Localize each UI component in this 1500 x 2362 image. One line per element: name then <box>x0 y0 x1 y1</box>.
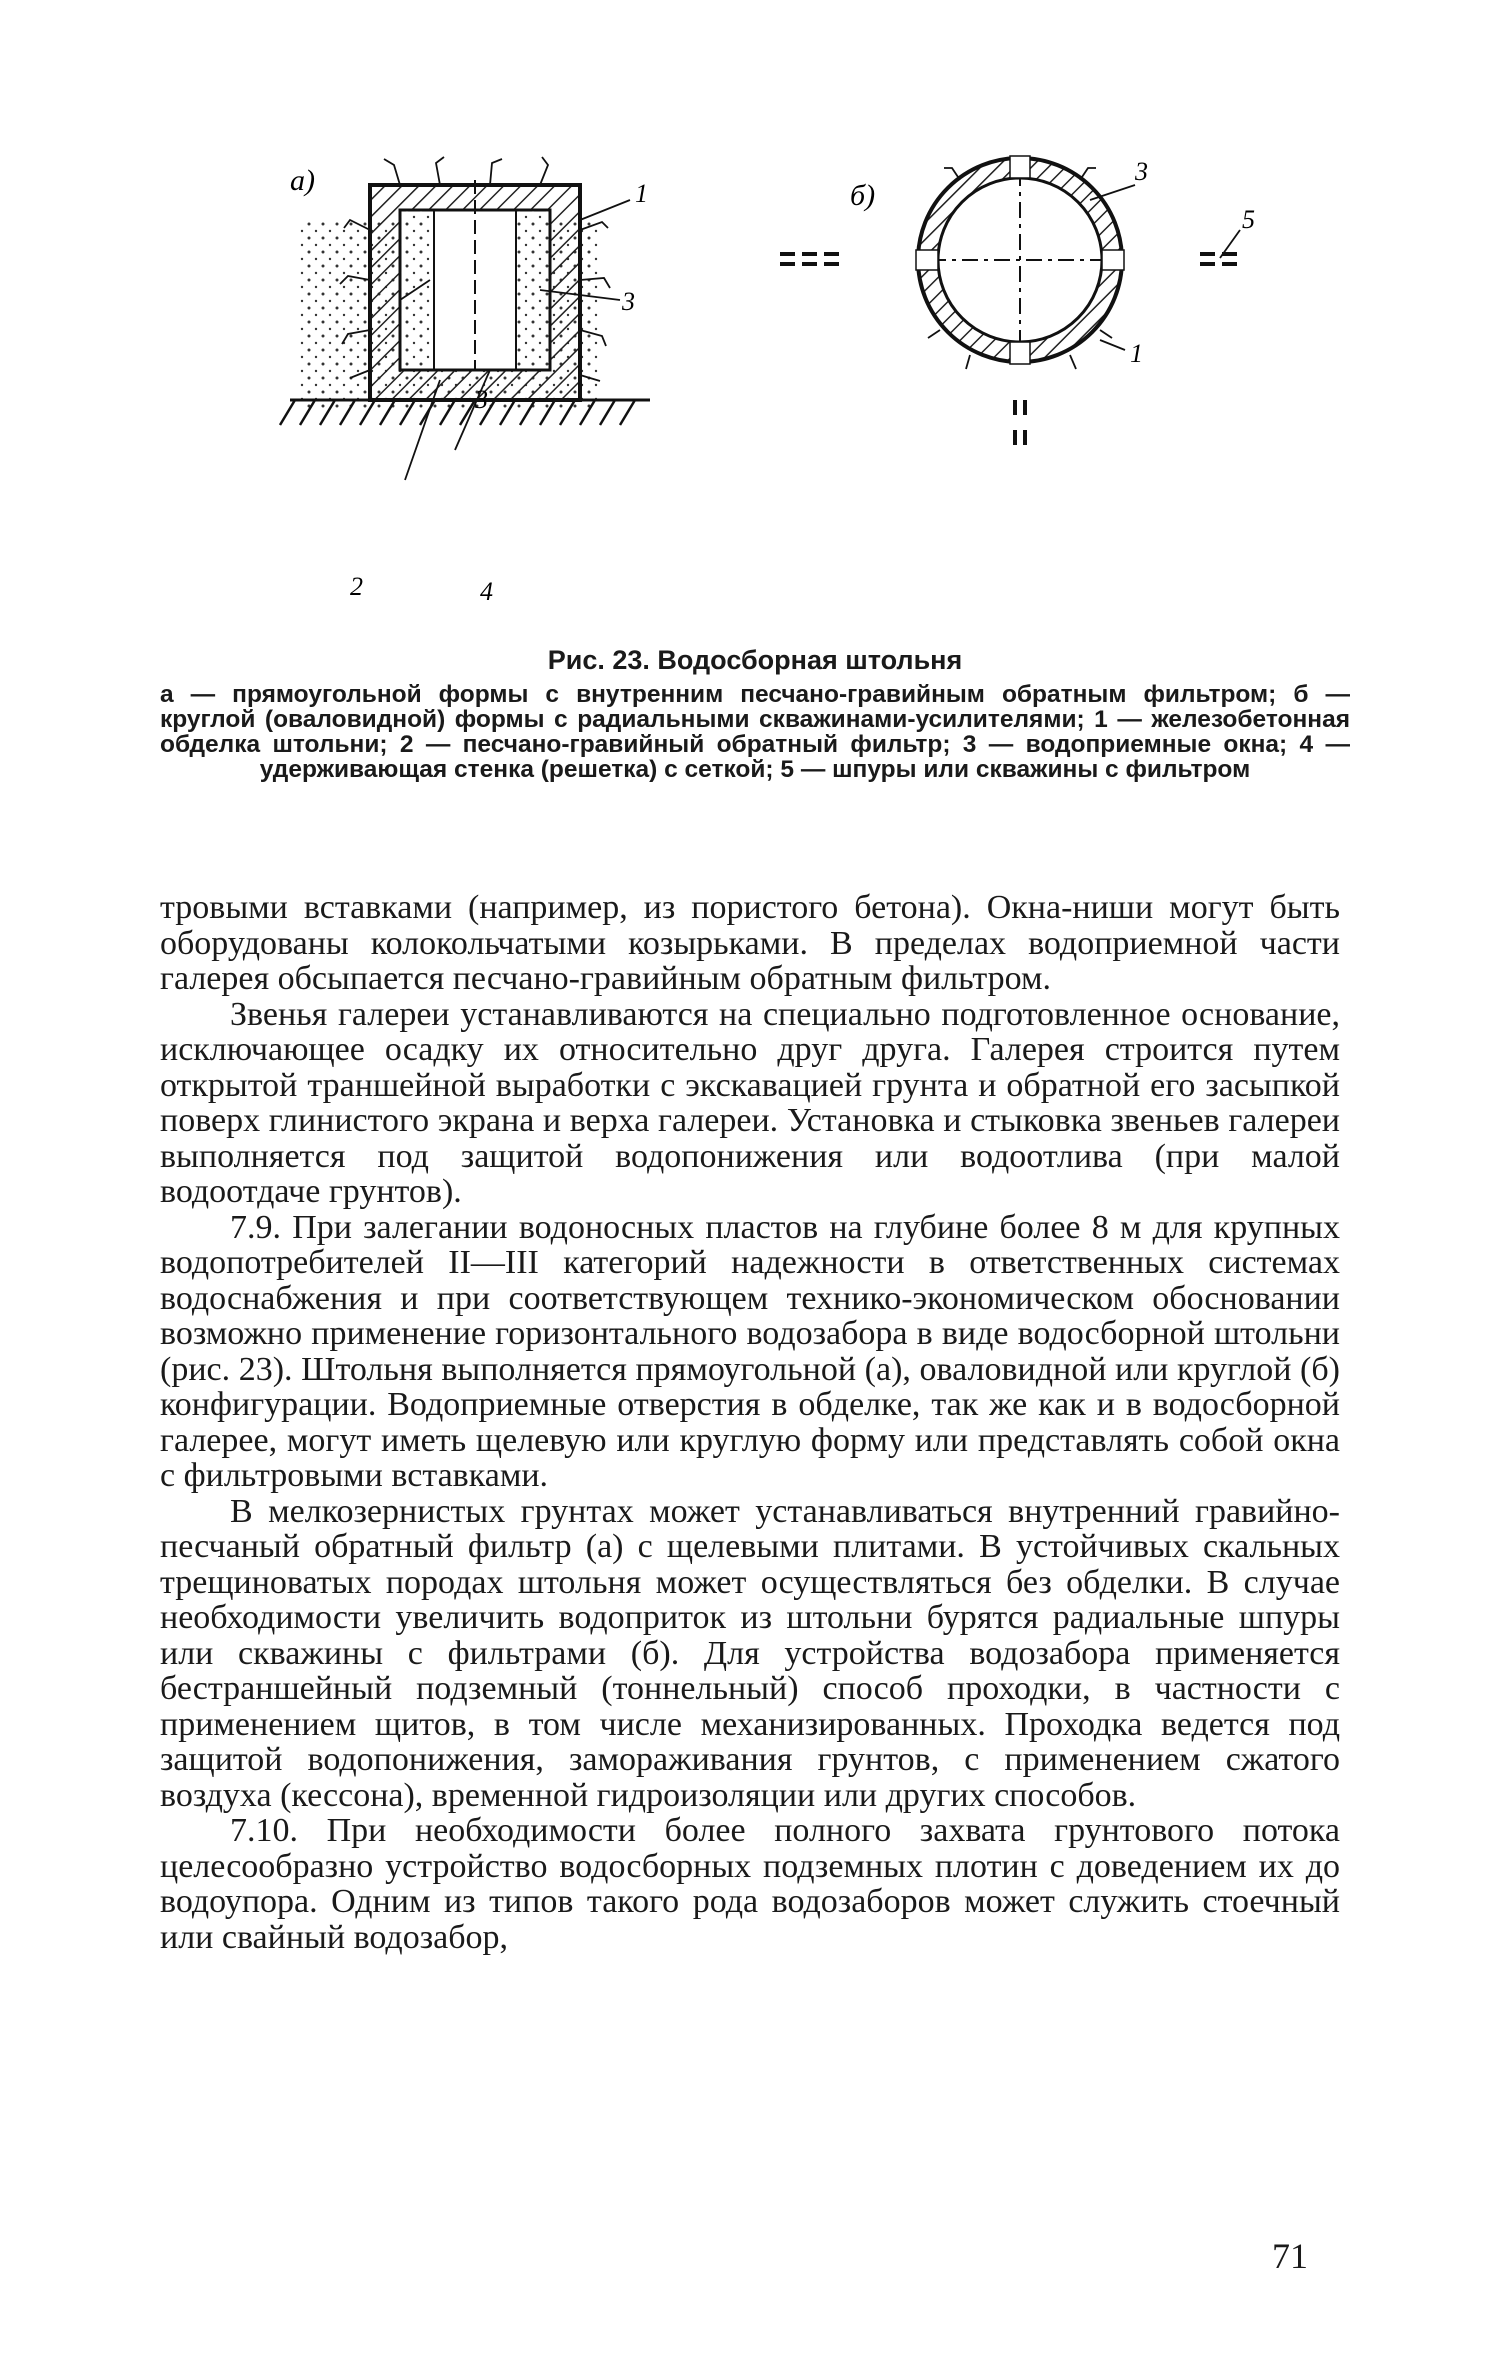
figure-caption <box>160 645 1350 782</box>
label-3-a-left: 3 <box>475 385 488 414</box>
paragraph-1: тровыми вставками (например, из пористого бетона). Окна-ниши могут быть оборудованы колокольчатыми козырьками. В пределах водоприемной части галерея обсыпается песчано-гравийным обратным фильтром. <box>160 889 1340 997</box>
paragraph-5: 7.10. При необходимости более полного захвата грунтового потока целесообразно устройство водосборных подземных плотин с доведением их до водоупора. Одним из типов такого рода водозаборов может служить стоечный или свайный водозабор, <box>160 1812 1340 1956</box>
label-3-b: 3 <box>1135 157 1148 186</box>
figure-23 <box>250 150 1300 630</box>
label-1-a: 1 <box>635 179 648 208</box>
panel-a-label: a) <box>290 164 315 197</box>
main-text <box>160 890 1340 1955</box>
panel-a-drawing <box>280 157 650 606</box>
caption-title: Рис. 23. Водосборная штольня <box>547 645 963 675</box>
paragraph-2: Звенья галереи устанавливаются на специально подготовленное основание, исключающее осадку их относительно друг друга. Галерея строится путем открытой траншейной выработки с экскавацией грунта и обратной его засыпкой поверх глинистого экрана и верха галереи. Установка и стыковка звеньев галереи выполняется под защитой водопонижения или водоотлива (при малой водоотдаче грунтов). <box>160 995 1340 1210</box>
label-5-b: 5 <box>1242 205 1255 234</box>
label-2-a: 2 <box>350 572 363 601</box>
panel-b-drawing <box>780 150 1255 445</box>
paragraph-3: 7.9. При залегании водоносных пластов на глубине более 8 м для крупных водопотребителей II—III категорий надежности в ответственных системах водоснабжения и при соответствующем технико-экономическом обосновании возможно применение горизонтального водозабора в виде водосборной штольни (рис. 23). Штольня выполняется прямоугольной (а), оваловидной или круглой (б) конфигурации. Водоприемные отверстия в обделке, так же как и в водосборной галерее, могут иметь щелевую или круглую форму или представлять собой окна с фильтровыми вставками. <box>160 1208 1340 1494</box>
label-4-a: 4 <box>480 577 493 606</box>
page-number: 71 <box>1272 2236 1308 2276</box>
figure-drawing <box>250 150 1300 630</box>
paragraph-4: В мелкозернистых грунтах может устанавливаться внутренний гравийно-песчаный обратный фильтр (а) с щелевыми плитами. В устойчивых скальных трещиноватых породах штольня может осуществляться без обделки. В случае необходимости увеличить водоприток из штольни бурятся радиальные шпуры или скважины с фильтрами (б). Для устройства водозабора применяется бестраншейный подземный (тоннельный) способ проходки, в частности с применением щитов, в том числе механизированных. Проходка ведется под защитой водопонижения, замораживания грунтов, с применением сжатого воздуха (кессона), временной гидроизоляции или других способов. <box>160 1492 1340 1814</box>
label-1-b: 1 <box>1130 339 1143 368</box>
label-3-a-right: 3 <box>622 287 635 316</box>
caption-legend: а — прямоугольной формы с внутренним песчано-гравийным обратным фильтром; б — круглой (оваловидной) формы с радиальными скважинами-усилителями; 1 — железобетонная обделка штольни; 2 — песчано-гравийный обратный фильтр; 3 — водоприемные окна; 4 — удерживающая стенка (решетка) с сеткой; 5 — шпуры или скважины с фильтром <box>160 681 1350 783</box>
panel-b-label: б) <box>850 179 876 212</box>
